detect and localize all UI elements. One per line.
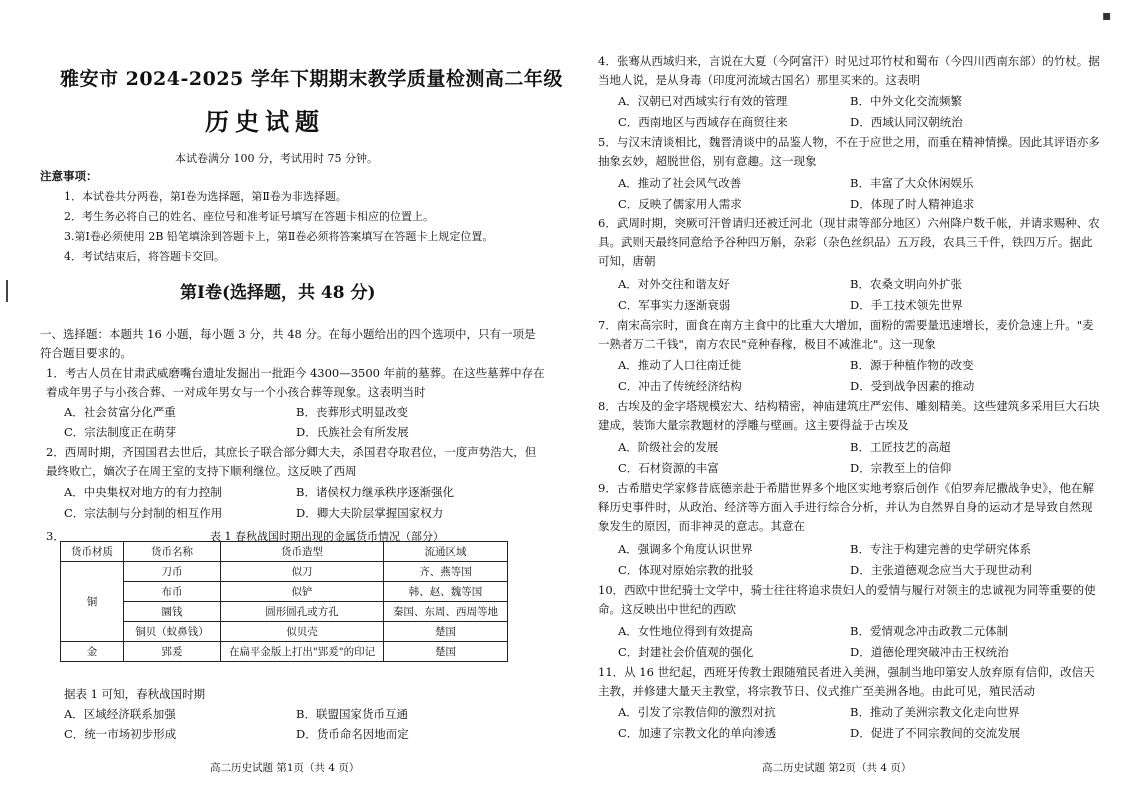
q9-option-b: B．专注于构建完善的史学研究体系: [850, 542, 1031, 556]
table-header: 货币名称: [124, 542, 221, 562]
q2-option-c: C．宗法制与分封制的相互作用: [64, 506, 223, 520]
table-cell: 圜钱: [124, 602, 221, 622]
q4-option-b: B．中外文化交流频繁: [850, 94, 962, 108]
q1-option-d: D．氏族社会有所发展: [296, 425, 409, 439]
q9-option-a: A．强调多个角度认识世界: [618, 542, 753, 556]
table-row: [61, 602, 508, 622]
question-9-stem: 9．古希腊史学家修昔底德亲赴于希腊世界多个地区实地考察后创作《伯罗奔尼撒战争史》，他在解释历史事件时，从政治、经济等方面入手进行综合分析，并认为自然界自身的运动才是导致自然现象发生的原因，而非神灵的意志。其意在: [598, 481, 1095, 533]
q5-option-b: B．丰富了大众休闲娱乐: [850, 176, 974, 190]
q11-option-c: C．加速了宗教文化的单向渗透: [618, 726, 777, 740]
q9-option-c: C．体现对原始宗教的批驳: [618, 563, 754, 577]
q6-option-d: D．手工技术领先世界: [850, 298, 963, 312]
q1-option-c: C．宗法制度正在萌芽: [64, 425, 177, 439]
q8-option-a: A．阶级社会的发展: [618, 440, 719, 454]
table-cell: 似刀: [221, 562, 384, 582]
q10-option-a: A．女性地位得到有效提高: [618, 624, 753, 638]
table-header: 流通区域: [384, 542, 508, 562]
q8-option-b: B．工匠技艺的高超: [850, 440, 951, 454]
table-row: [61, 642, 508, 662]
q10-option-c: C．封建社会价值观的强化: [618, 645, 754, 659]
question-7-stem: 7．南宋高宗时，面食在南方主食中的比重大大增加，面粉的需要量迅速增长，麦价急速上升。"麦一熟者万二千钱"，南方农民"竞种春稼，极目不减淮北"。这一现象: [598, 318, 1094, 351]
q6-option-a: A．对外交往和谐友好: [618, 277, 730, 291]
q5-option-a: A．推动了社会风气改善: [618, 176, 742, 190]
table-cell: 刀币: [124, 562, 221, 582]
table-header: 货币材质: [61, 542, 124, 562]
note-item: 1．本试卷共分两卷，第Ⅰ卷为选择题，第Ⅱ卷为非选择题。: [64, 190, 347, 203]
exam-title: 雅安市 2024-2025 学年下期期末教学质量检测高二年级: [60, 68, 563, 90]
q7-option-c: C．冲击了传统经济结构: [618, 379, 742, 393]
note-item: 3.第Ⅰ卷必须使用 2B 铅笔填涂到答题卡上，第Ⅱ卷必须将答案填写在答题卡上规定位置。: [64, 230, 494, 243]
q11-option-b: B．推动了美洲宗教文化走向世界: [850, 705, 1020, 719]
table-cell: 郢爰: [124, 642, 221, 662]
table-header: 货币造型: [221, 542, 384, 562]
q7-option-d: D．受到战争因素的推动: [850, 379, 975, 393]
q6-option-b: B．农桑文明向外扩张: [850, 277, 962, 291]
question-10-stem: 10．西欧中世纪骑士文学中，骑士往往将追求贵妇人的爱情与履行对领主的忠诚视为同等重要的使命。这反映出中世纪的西欧: [598, 583, 1096, 616]
table-row: [61, 582, 508, 602]
material-cell: 铜: [61, 562, 124, 642]
question-4-stem: 4．张骞从西域归来，言说在大夏（今阿富汗）时见过邛竹杖和蜀布（今四川西南东部）的竹杖。据当地人说，是从身毒（印度河流域古国名）那里买来的。这表明: [598, 54, 1100, 87]
table-caption: 表 1 春秋战国时期出现的金属货币情况（部分）: [210, 530, 444, 543]
q5-option-c: C．反映了儒家用人需求: [618, 197, 742, 211]
page-footer: 高二历史试题 第1页（共 4 页）: [210, 762, 360, 774]
question-5-stem: 5．与汉末清谈相比，魏晋清谈中的品鉴人物，不在于应世之用，而重在精神情操。因此其评语亦多抽象玄妙，超脱世俗，别有意趣。这一现象: [598, 135, 1100, 168]
table-cell: 铜贝（蚁鼻钱）: [124, 622, 221, 642]
question-3-stem: 据表 1 可知，春秋战国时期: [64, 687, 206, 701]
binding-mark: [6, 280, 8, 302]
q7-option-b: B．源于种植作物的改变: [850, 358, 974, 372]
note-item: 4．考试结束后，将答题卡交回。: [64, 250, 225, 263]
table-row: [61, 562, 508, 582]
q5-option-d: D．体现了时人精神追求: [850, 197, 975, 211]
table-cell: 圆形圆孔或方孔: [221, 602, 384, 622]
q8-option-d: D．宗教至上的信仰: [850, 461, 952, 475]
q2-option-a: A．中央集权对地方的有力控制: [64, 485, 222, 499]
score-line: 本试卷满分 100 分，考试用时 75 分钟。: [175, 152, 378, 165]
q3-option-d: D．货币命名因地而定: [296, 727, 409, 741]
q3-option-c: C．统一市场初步形成: [64, 727, 177, 741]
table-cell: 似贝壳: [221, 622, 384, 642]
table-cell: 秦国、东周、西周等地: [384, 602, 508, 622]
currency-table: [60, 541, 508, 662]
q2-option-b: B．诸侯权力继承秩序逐渐强化: [296, 485, 454, 499]
table-header-row: [61, 542, 508, 562]
page-footer: 高二历史试题 第2页（共 4 页）: [762, 762, 912, 774]
q11-option-d: D．促进了不同宗教间的交流发展: [850, 726, 1021, 740]
table-cell: 似铲: [221, 582, 384, 602]
corner-mark: ▪: [1102, 8, 1112, 24]
part-title: 第Ⅰ卷(选择题，共 48 分): [180, 283, 376, 303]
q11-option-a: A．引发了宗教信仰的激烈对抗: [618, 705, 776, 719]
material-cell: 金: [61, 642, 124, 662]
question-8-stem: 8．古埃及的金字塔规模宏大、结构精密，神庙建筑庄严宏伟、雕刻精美。这些建筑多采用巨大石块建成，装饰大量宗教题材的浮雕与壁画。这主要得益于古埃及: [598, 399, 1100, 432]
q1-option-a: A．社会贫富分化严重: [64, 405, 176, 419]
q1-option-b: B．丧葬形式明显改变: [296, 405, 408, 419]
q4-option-d: D．西域认同汉朝统治: [850, 115, 963, 129]
question-3-number: 3．: [46, 529, 65, 543]
q6-option-c: C．军事实力逐渐衰弱: [618, 298, 731, 312]
q8-option-c: C．石材资源的丰富: [618, 461, 719, 475]
table-cell: 楚国: [384, 622, 508, 642]
table-cell: 韩、赵、魏等国: [384, 582, 508, 602]
q3-option-b: B．联盟国家货币互通: [296, 707, 408, 721]
q7-option-a: A．推动了人口往南迁徙: [618, 358, 742, 372]
q4-option-c: C．西南地区与西域存在商贸往来: [618, 115, 788, 129]
note-item: 2．考生务必将自己的姓名、座位号和准考证号填写在答题卡相应的位置上。: [64, 210, 434, 223]
question-2-stem: 2．西周时期，齐国国君去世后，其庶长子联合部分卿大夫，杀国君夺取君位，一度声势浩大，但最终败亡，嫡次子在周王室的支持下顺利继位。这反映了西周: [46, 445, 537, 478]
subject-title: 历史试题: [205, 107, 325, 136]
table-row: [61, 622, 508, 642]
q10-option-b: B．爱情观念冲击政教二元体制: [850, 624, 1008, 638]
question-11-stem: 11．从 16 世纪起，西班牙传教士跟随殖民者进入美洲，强制当地印第安人放弃原有信仰，改信天主教，并修建大量天主教堂，将宗教节日、仪式推广至美洲各地。由此可见，殖民活动: [598, 665, 1095, 698]
table-cell: 齐、燕等国: [384, 562, 508, 582]
q4-option-a: A．汉朝已对西域实行有效的管理: [618, 94, 788, 108]
q10-option-d: D．道德伦理突破冲击王权统治: [850, 645, 1009, 659]
q3-option-a: A．区域经济联系加强: [64, 707, 176, 721]
q2-option-d: D．卿大夫阶层掌握国家权力: [296, 506, 444, 520]
table-cell: 楚国: [384, 642, 508, 662]
q9-option-d: D．主张道德观念应当大于现世动利: [850, 563, 1032, 577]
page-2: [562, 0, 1123, 794]
notes-heading: 注意事项：: [40, 169, 98, 183]
question-6-stem: 6．武周时期，突厥可汗曾请归还被迁河北（现甘肃等部分地区）六州降户数千帐，并请求赐种、农具。武则天最终同意给予谷种四万斛，杂彩（杂色丝织品）五万段，农具三千件，铁四万斤。据此可知，唐朝: [598, 216, 1100, 268]
table-cell: 在扁平金版上打出"郢爰"的印记: [221, 642, 384, 662]
section-intro: 一、选择题：本题共 16 小题，每小题 3 分，共 48 分。在每小题给出的四个选项中，只有一项是符合题目要求的。: [40, 327, 536, 360]
question-1-stem: 1．考古人员在甘肃武威磨嘴台遗址发掘出一批距今 4300—3500 年前的墓葬。在这些墓葬中存在着成年男子与小孩合葬、一对成年男女与一个小孩合葬等现象。这表明当时: [46, 366, 545, 399]
table-cell: 布币: [124, 582, 221, 602]
